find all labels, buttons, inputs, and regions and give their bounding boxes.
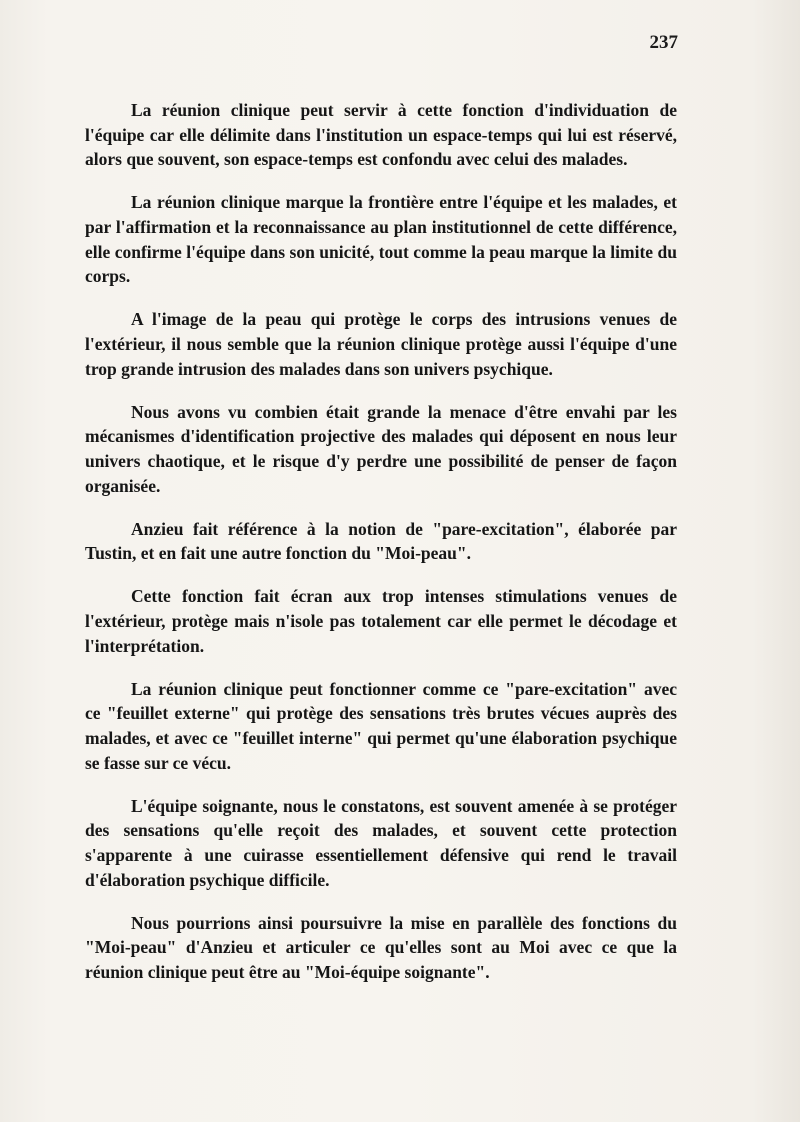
paragraph: Nous pourrions ainsi poursuivre la mise en parallèle des fonctions du "Moi-peau" d'Anzieu et articuler ce qu'elles sont au Moi avec ce que la réunion clinique peut être au "Moi-équipe soignante".: [85, 912, 677, 982]
paragraph: Anzieu fait référence à la notion de "pare-excitation", élaborée par Tustin, et en fait une autre fonction du "Moi-peau".: [85, 518, 677, 564]
paragraph: Cette fonction fait écran aux trop intenses stimulations venues de l'extérieur, protège mais n'isole pas totalement car elle permet le décodage et l'interprétation.: [85, 586, 677, 656]
body-text: [85, 98, 677, 1003]
paragraph: Nous avons vu combien était grande la menace d'être envahi par les mécanismes d'identification projective des malades qui déposent en nous leur univers chaotique, et le risque d'y perdre une possibilité de penser de façon organisée.: [85, 401, 677, 496]
paragraph: La réunion clinique peut fonctionner comme ce "pare-excitation" avec ce "feuillet externe" qui protège des sensations très brutes vécues auprès des malades, et avec ce "feuillet interne" qui permet qu'une élaboration psychique se fasse sur ce vécu.: [85, 678, 677, 773]
paragraph: A l'image de la peau qui protège le corps des intrusions venues de l'extérieur, il nous semble que la réunion clinique protège aussi l'équipe d'une trop grande intrusion des malades dans son univers psychique.: [85, 309, 677, 379]
page-number: 237: [649, 32, 678, 53]
paragraph: L'équipe soignante, nous le constatons, est souvent amenée à se protéger des sensations qu'elle reçoit des malades, et souvent cette protection s'apparente à une cuirasse essentiellement défensive qui rend le travail d'élaboration psychique difficile.: [85, 795, 677, 890]
paragraph: La réunion clinique marque la frontière entre l'équipe et les malades, et par l'affirmation et la reconnaissance au plan institutionnel de cette différence, elle confirme l'équipe dans son unicité, tout comme la peau marque la limite du corps.: [85, 192, 677, 287]
paragraph: La réunion clinique peut servir à cette fonction d'individuation de l'équipe car elle délimite dans l'institution un espace-temps qui lui est réservé, alors que souvent, son espace-temps est confondu avec celui des malades.: [85, 100, 677, 170]
